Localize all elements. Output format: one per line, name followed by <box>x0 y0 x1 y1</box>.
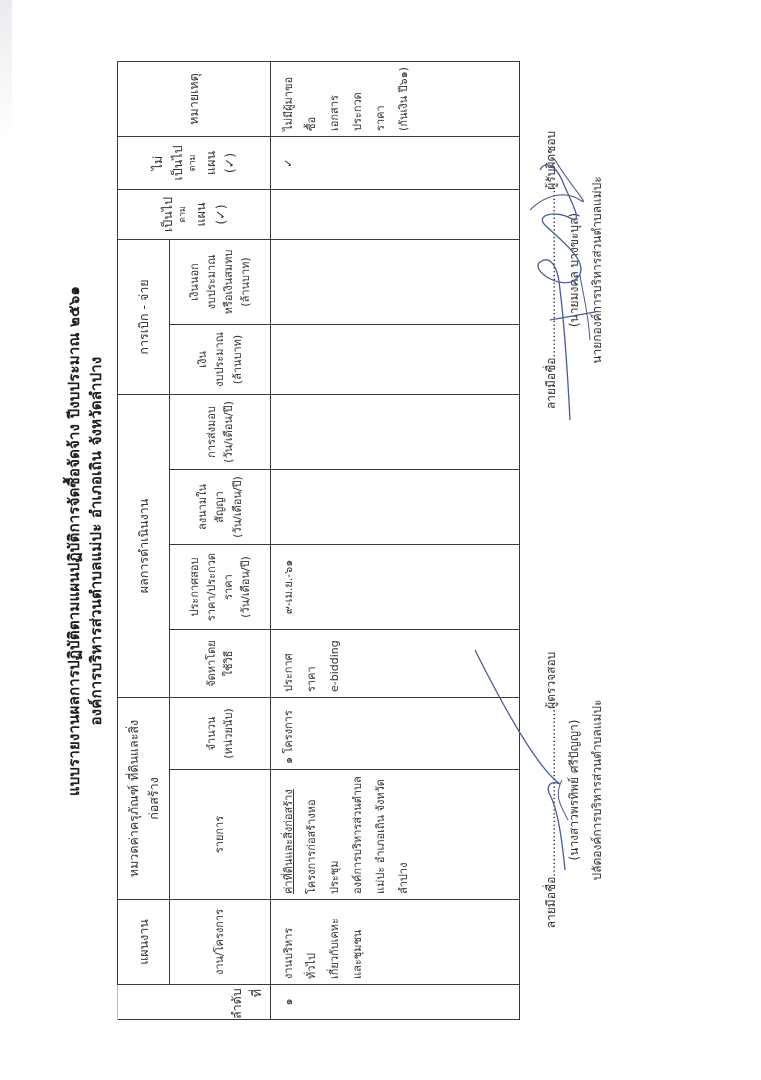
cell-delivery-date <box>271 394 520 469</box>
cell-remarks: ไม่มีผู้มาขอซื้อ เอกสาร ประกวดราคา (กันเงิน ปี๖๑) <box>271 61 520 136</box>
header-group-row <box>118 61 170 1019</box>
cell-announce-date: ๙-เม.ย.-๖๑ <box>271 545 520 630</box>
document-subtitle: องค์การบริหารส่วนตำบลแม่ปะ อำเภอเถิน จังหวัดลำปาง <box>87 356 105 726</box>
cell-qty: ๑ โครงการ <box>271 698 520 770</box>
cell-items: ค่าที่ดินและสิ่งก่อสร้าง โครงการก่อสร้างหอประชุม องค์การบริหารส่วนตำบล แม่ปะ อำเภอเถิน จังหวัด ลำปาง <box>271 770 520 900</box>
items-heading: ค่าที่ดินและสิ่งก่อสร้าง <box>282 789 295 894</box>
responsible-signature-scribble-icon <box>500 120 610 440</box>
col-header-budget-in: เงิน งบประมาณ (ล้านบาท) <box>170 324 271 394</box>
scan-artifact <box>0 0 12 140</box>
col-header-seq: ลำดับที่ <box>118 985 271 1020</box>
responsible-name: (นายมงคล บางขะบุล) <box>566 212 581 328</box>
cell-seq: ๑ <box>271 985 520 1020</box>
group-header-plan: แผนงาน <box>118 900 170 985</box>
col-header-announce-date: ประกาศสอบ ราคา/ประกวด ราคา (วัน/เดือน/ปี) <box>170 545 271 630</box>
group-header-disbursement: การเบิก - จ่าย <box>118 239 170 394</box>
checker-signature-scribble-icon <box>470 640 580 880</box>
col-header-method: จัดหาโดย ใช้วิธี <box>170 630 271 698</box>
col-header-contract-date: ลงนามใน สัญญา (วัน/เดือน/ปี) <box>170 470 271 545</box>
cell-off-plan-checkmark-icon: ✓ <box>271 136 520 189</box>
col-header-off-plan: ไม่ เป็นไป ตาม แผน (✓) <box>118 136 271 189</box>
checker-sign-line: ลายมือชื่อ............................................ผู้ตรวจสอบ <box>544 651 558 929</box>
col-header-remarks: หมายเหตุ <box>118 61 271 136</box>
group-header-category: หมวดค่าครุภัณฑ์ ที่ดินและสิ่งก่อสร้าง <box>118 698 170 900</box>
check-symbol: (✓) <box>222 152 238 174</box>
col-header-project: งาน/โครงการ <box>170 900 271 985</box>
col-header-on-plan: เป็นไป ตาม แผน (✓) <box>118 189 271 239</box>
responsible-position: นายกองค์การบริหารส่วนตำบลแม่ปะ <box>589 176 604 364</box>
cell-budget-in <box>271 324 520 394</box>
checker-name: (นางสาวพรทิพย์ ศรีปัญญา) <box>566 719 581 861</box>
col-header-qty: จำนวน (หน่วยนับ) <box>170 698 271 770</box>
checker-position: ปลัดองค์การบริหารส่วนตำบลแม่ปะ <box>589 699 604 881</box>
group-header-results: ผลการดำเนินงาน <box>118 394 170 697</box>
col-header-budget-out: เงินนอก งบประมาณ หรือเงินสมทบ (ล้านบาท) <box>170 239 271 324</box>
col-header-items: รายการ <box>170 770 271 900</box>
cell-project: งานบริหารทั่วไป เกี่ยวกับเคหะ และชุมชน <box>271 900 520 985</box>
responsible-sign-line: ลายมือชื่อ............................................ผู้รับผิดชอบ <box>544 130 558 410</box>
cell-budget-out <box>271 239 520 324</box>
cell-method: ประกาศราคา e-bidding <box>271 630 520 698</box>
col-header-delivery-date: การส่งมอบ (วัน/เดือน/ปี) <box>170 394 271 469</box>
check-symbol: (✓) <box>212 204 228 225</box>
cell-contract-date <box>271 470 520 545</box>
procurement-report-table <box>117 61 520 1020</box>
document-title: แบบรายงานผลการปฏิบัติตามแผนปฏิบัติการจัดซื้อจัดจ้าง ปีงบประมาณ ๒๕๖๑ <box>65 285 83 797</box>
cell-on-plan <box>271 189 520 239</box>
